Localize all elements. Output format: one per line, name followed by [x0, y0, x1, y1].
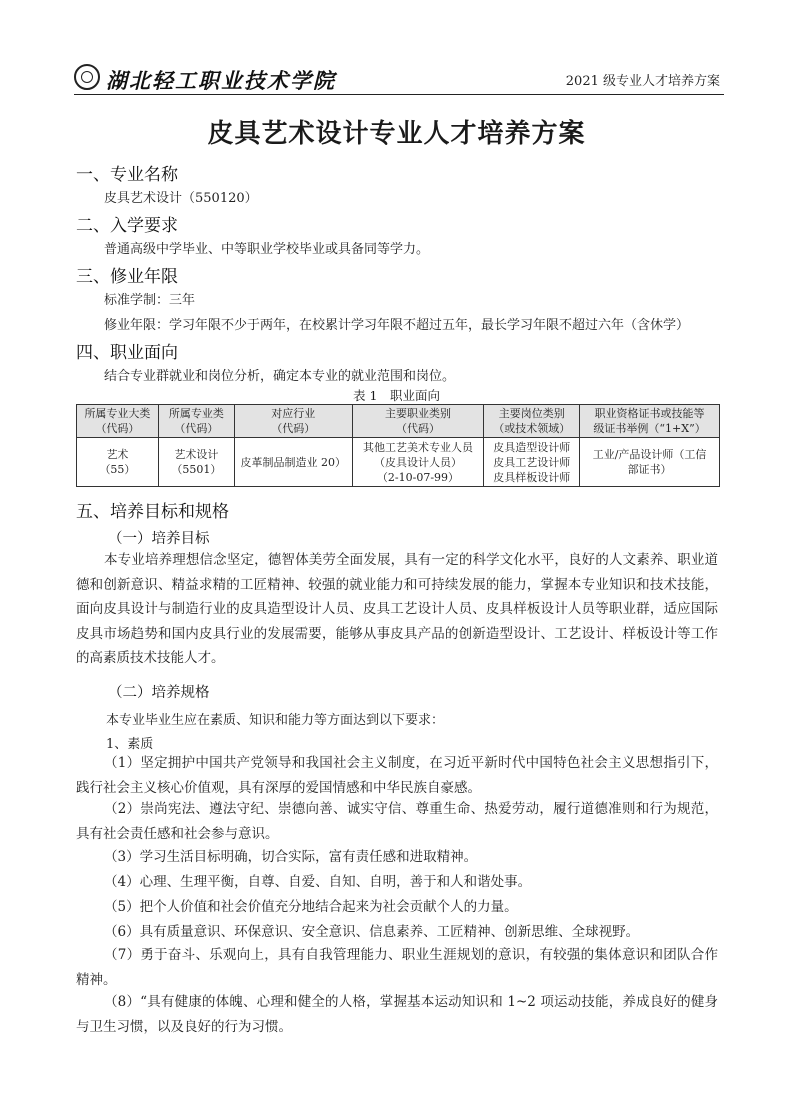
table-cell: 其他工艺美术专业人员 （皮具设计人员） （2-10-07-99）: [352, 438, 484, 487]
occupation-table: [76, 404, 720, 487]
spec-item-7: （7）勇于奋斗、乐观向上，具有自我管理能力、职业生涯规划的意识，有较强的集体意识和团队合作精神。: [76, 947, 718, 988]
subsection-spec-heading: （二）培养规格: [108, 685, 210, 701]
table-caption: 表 1 职业面向: [353, 388, 440, 403]
spec-intro: 本专业毕业生应在素质、知识和能力等方面达到以下要求：: [106, 713, 445, 728]
table-cell: 皮革制品制造业 20）: [234, 438, 352, 487]
section-4-text: 结合专业群就业和岗位分析，确定本专业的就业范围和岗位。: [104, 369, 456, 384]
section-5-heading: 五、培养目标和规格: [76, 502, 229, 522]
table-cell: 皮具造型设计师 皮具工艺设计师 皮具样板设计师: [484, 438, 580, 487]
section-1-text: 皮具艺术设计（550120）: [104, 191, 258, 206]
spec-item-3: （3）学习生活目标明确，切合实际，富有责任感和进取精神。: [104, 849, 478, 865]
section-3-line-2: 修业年限：学习年限不少于两年，在校累计学习年限不超过五年，最长学习年限不超过六年（含休学）: [104, 318, 690, 333]
section-2-heading: 二、入学要求: [76, 216, 178, 236]
training-goal-paragraph: 本专业培养理想信念坚定，德智体美劳全面发展，具有一定的科学文化水平，良好的人文素养、职业道德和创新意识、精益求精的工匠精神、较强的就业能力和可持续发展的能力，掌握本专业知识和技术技能，面向皮具设计与制造行业的皮具造型设计人员、皮具工艺设计人员、皮具样板设计人员等职业群，适应国际皮具市场趋势和国内皮具行业的发展需要，能够从事皮具产品的创新造型设计、工艺设计、样板设计等工作的高素质技术技能人才。: [76, 552, 718, 666]
subsection-goal-heading: （一）培养目标: [108, 531, 210, 547]
spec-item-8: （8）“具有健康的体魄、心理和健全的人格，掌握基本运动知识和 1~2 项运动技能，养成良好的健身与卫生习惯，以及良好的行为习惯。: [76, 994, 718, 1035]
header-cell: 主要岗位类别 （或技术领域）: [484, 405, 580, 438]
table-cell: 艺术设计 （5501）: [158, 438, 234, 487]
table-header-row: [77, 405, 720, 438]
spec-item-6: （6）具有质量意识、环保意识、安全意识、信息素养、工匠精神、创新思维、全球视野。: [104, 924, 640, 940]
quality-label: 1、素质: [106, 737, 154, 752]
school-emblem-icon: [74, 64, 100, 90]
header-cell: 所属专业大类 （代码）: [77, 405, 159, 438]
page-title: 皮具艺术设计专业人才培养方案: [207, 119, 586, 149]
section-4-heading: 四、职业面向: [76, 343, 178, 363]
section-2-text: 普通高级中学毕业、中等职业学校毕业或具备同等学力。: [104, 242, 430, 257]
section-1-heading: 一、专业名称: [76, 165, 178, 185]
school-logo-text: 湖北轻工职业技术学院: [106, 68, 336, 93]
spec-item-1: （1）坚定拥护中国共产党领导和我国社会主义制度，在习近平新时代中国特色社会主义思想指引下，践行社会主义核心价值观，具有深厚的爱国情感和中华民族自豪感。: [76, 755, 718, 796]
header-cell: 对应行业 （代码）: [234, 405, 352, 438]
section-3-line-1: 标准学制：三年: [104, 293, 196, 308]
header-cell: 所属专业类 （代码）: [158, 405, 234, 438]
page-header: [74, 62, 724, 95]
header-cell: 主要职业类别 （代码）: [352, 405, 484, 438]
spec-item-2: （2）崇尚宪法、遵法守纪、崇德向善、诚实守信、尊重生命、热爱劳动，履行道德准则和行为规范，具有社会责任感和社会参与意识。: [76, 801, 718, 842]
table-row: [77, 438, 720, 487]
spec-item-4: （4）心理、生理平衡，自尊、自爱、自知、自明，善于和人和谐处事。: [104, 874, 532, 890]
header-cell: 职业资格证书或技能等 级证书举例（“1+X”）: [580, 405, 720, 438]
document-label: 2021 级专业人才培养方案: [565, 74, 720, 89]
table-cell: 工业/产品设计师（工信 部证书）: [580, 438, 720, 487]
table-cell: 艺术 （55）: [77, 438, 159, 487]
spec-item-5: （5）把个人价值和社会价值充分地结合起来为社会贡献个人的力量。: [104, 899, 518, 915]
section-3-heading: 三、修业年限: [76, 267, 178, 287]
